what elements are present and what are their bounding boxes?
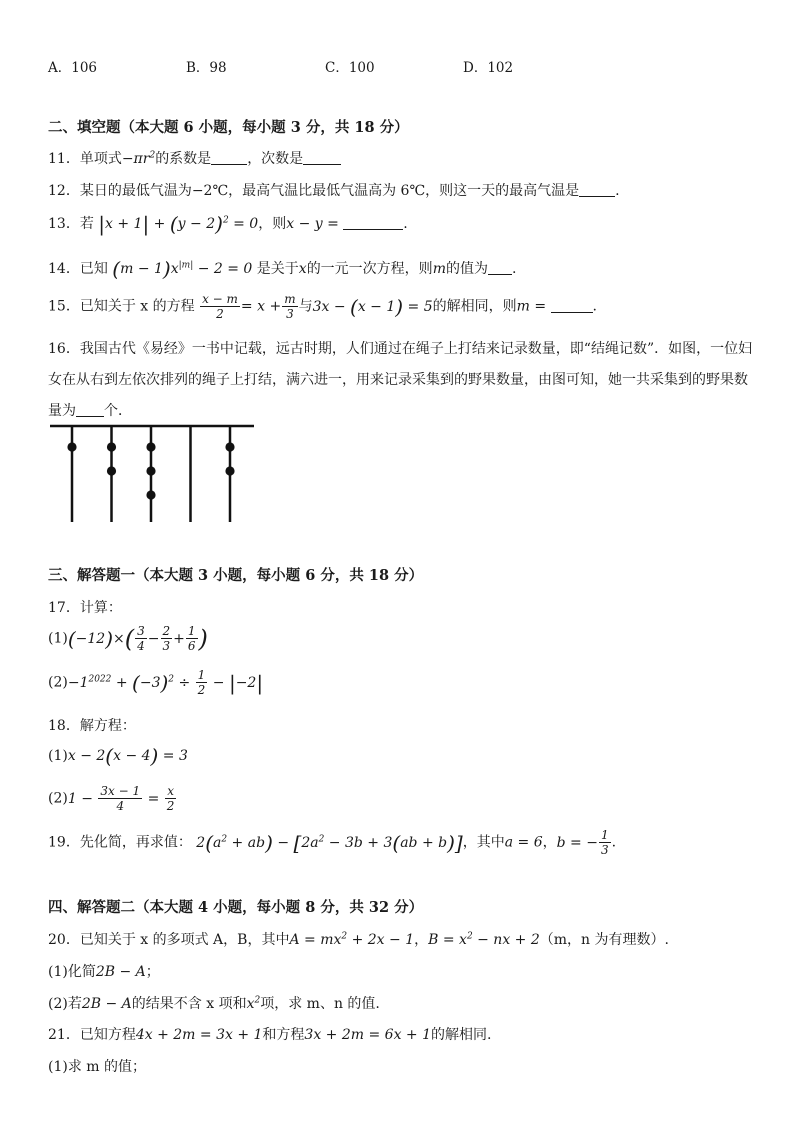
knot: [146, 442, 155, 451]
question-16-line-2: 女在从右到左依次排列的绳子上打结，满六进一，用来记录采集到的野果数量，由图可知，她一共采集到的野果数: [48, 372, 748, 388]
question-21: 21．已知方程4x + 2m = 3x + 1和方程3x + 2m = 6x + 1的解相同.: [48, 1027, 492, 1043]
math-expr: $B = x^2$ − nx + 2: [428, 931, 540, 948]
knot-rope-figure: [44, 420, 260, 528]
question-20-part-1: (1)化简2B − A；: [48, 964, 160, 980]
answer-blank: [76, 403, 104, 417]
question-12: 12．某日的最低气温为−2℃，最高气温比最低气温高为 6℃，则这一天的最高气温是 .: [48, 183, 620, 199]
knot: [107, 442, 116, 451]
section-3-heading: 三、解答题一（本大题 3 小题，每小题 6 分，共 18 分）: [48, 567, 424, 584]
question-17-part-2: $(2)-1^{2022} + (-3)^2$ ÷ $\frac{1}{2}$ − |−2|: [48, 668, 264, 697]
math-expr: $2(a^2 + ab) - [2a^2 - 3b + 3(ab + b)]$: [196, 830, 463, 855]
math-expr: $-\pi r^2$: [121, 150, 156, 167]
fraction: $\frac{x - m}{2}$: [202, 292, 238, 321]
math-var: x: [298, 261, 307, 277]
answer-blank: [303, 151, 341, 165]
choice-b: B．98: [186, 60, 227, 76]
question-16-line-3: 量为 个．: [48, 403, 132, 419]
math-expr: $(m - 1)x^{|m|} - 2 = 0$: [112, 257, 253, 281]
knot: [67, 442, 76, 451]
question-16-line-1: 16．我国古代《易经》一书中记载，远古时期，人们通过在绳子上打结来记录数量，即“结绳记数”．如图，一位妇: [48, 341, 753, 357]
math-var: m: [432, 261, 446, 277]
answer-blank: [551, 299, 593, 313]
answer-blank: [488, 261, 512, 275]
question-19: 19．先化简，再求值： $2(a^2 + ab) - [2a^2 - 3b + 3(ab + b)]$，其中a = 6，b = − $\frac{1}{3}$ .: [48, 828, 617, 857]
math-expr: x − y =: [286, 216, 339, 232]
math-expr: m =: [516, 298, 547, 315]
knot: [146, 466, 155, 475]
math-expr: $-1^{2022} + (-3)^2$ ÷ $\frac{1}{2}$ − |−2|: [67, 668, 264, 697]
knot: [146, 490, 155, 499]
math-expr: $x^2$: [246, 995, 261, 1012]
answer-blank: [579, 183, 615, 197]
math-expr: 3x + 2m = 6x + 1: [304, 1027, 432, 1043]
math-expr: 4x + 2m = 3x + 1: [135, 1027, 263, 1043]
question-11: 11．单项式$-\pi r^2$的系数是 ，次数是: [48, 148, 341, 168]
question-21-part-1: (1)求 m 的值；: [48, 1059, 147, 1075]
math-expr: a = 6: [504, 834, 543, 851]
choice-a: A．106: [48, 60, 98, 76]
question-18-title: 18．解方程：: [48, 718, 136, 734]
question-18-part-1: (1)x − 2(x − 4) = 3: [48, 744, 188, 768]
question-17-part-1: (1)(−12)×( $\frac{3}{4}$ − $\frac{2}{3}$ + $\frac{1}{6}$ ): [48, 624, 208, 653]
answer-blank: [343, 216, 403, 230]
choice-c: C．100: [325, 60, 375, 76]
math-expr: b = − $\frac{1}{3}$: [556, 828, 609, 857]
math-expr: $A = mx^2 + 2x - 1$: [289, 931, 415, 948]
math-expr: 2B − A: [81, 996, 132, 1012]
section-2-heading: 二、填空题（本大题 6 小题，每小题 3 分，共 18 分）: [48, 119, 409, 136]
math-expr: x − 2(x − 4) = 3: [67, 744, 188, 768]
knot: [107, 466, 116, 475]
math-expr: 3x − (x − 1) = 5: [312, 294, 433, 319]
math-expr: (−12)×( $\frac{3}{4}$ − $\frac{2}{3}$ + $\frac{1}{6}$ ): [67, 624, 208, 653]
question-20-part-2: (2)若2B − A的结果不含 x 项和$x^2$项，求 m、n 的值.: [48, 995, 380, 1012]
math-expr: 2B − A: [95, 964, 146, 980]
math-expr: 1 − $\frac{3x - 1}{4}$ = $\frac{x}{2}$: [67, 784, 175, 813]
question-15: 15．已知关于 x 的方程 $\frac{x - m}{2}$ = x + $\frac{m}{3}$ 与3x − (x − 1) = 5的解相同，则m = .: [48, 292, 597, 321]
question-20: 20．已知关于 x 的多项式 A，B，其中$A = mx^2 + 2x - 1$，$B = x^2$ − nx + 2（m，n 为有理数）.: [48, 931, 669, 948]
question-17-title: 17．计算：: [48, 600, 122, 616]
knot-rope-group: [50, 426, 254, 522]
question-14: 14．已知 $(m - 1)x^{|m|} - 2 = 0$ 是关于x的一元一次方程，则m的值为 .: [48, 257, 517, 281]
question-18-part-2: (2)1 − $\frac{3x - 1}{4}$ = $\frac{x}{2}$: [48, 784, 177, 813]
choice-d: D．102: [463, 60, 514, 76]
knot: [225, 466, 234, 475]
question-13: 13．若 $|x + 1| + (y - 2)^2 = 0$，则x − y = .: [48, 212, 408, 236]
knot: [225, 442, 234, 451]
section-4-heading: 四、解答题二（本大题 4 小题，每小题 8 分，共 32 分）: [48, 899, 424, 916]
math-expr: $|x + 1| + (y - 2)^2 = 0$: [98, 212, 259, 236]
answer-blank: [211, 151, 247, 165]
fraction: $\frac{m}{3}$: [284, 292, 296, 321]
